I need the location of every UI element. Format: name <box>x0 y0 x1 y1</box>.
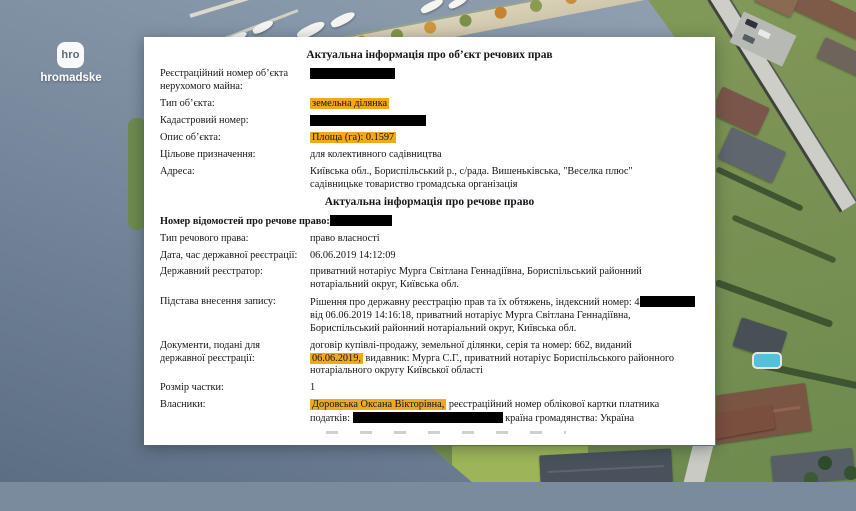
field-label: Кадастровий номер: <box>160 114 249 126</box>
value-text: видавник: Мурга С.Г., приватний нотаріус Бориспільського районного <box>362 352 675 364</box>
value-line <box>310 382 699 395</box>
document-row <box>160 296 699 336</box>
field-value <box>310 250 699 263</box>
field-label: Дата, час державної реєстрації: <box>160 249 298 261</box>
value-line <box>310 365 699 378</box>
value-line <box>310 310 699 323</box>
field-value <box>310 149 699 162</box>
value-text: право власності <box>310 232 380 244</box>
value-text: садівницьке товариство громадська організація <box>310 179 518 191</box>
car <box>758 29 771 40</box>
swimming-pool <box>752 352 782 369</box>
document-row <box>160 149 699 162</box>
field-label: Номер відомостей про речове право: <box>160 215 330 227</box>
value-text: нотаріальний округ, Київська обл. <box>310 279 459 291</box>
value-line <box>310 353 699 366</box>
field-label: Державний реєстратор: <box>160 266 263 278</box>
field-value <box>310 382 699 395</box>
section-title: Актуальна інформація про речове право <box>324 195 535 208</box>
house-roof <box>710 86 770 135</box>
field-label: Підстава внесення запису: <box>160 296 276 308</box>
hromadske-logo-wordmark: hromadske <box>40 72 102 84</box>
document-rows <box>160 49 699 434</box>
redaction-bar <box>353 412 503 423</box>
value-text: від 06.06.2019 14:16:18, приватний нотаріус Мурга Світлана Геннадіївна, <box>310 310 631 322</box>
document-row <box>160 340 699 379</box>
redaction-bar <box>330 215 392 226</box>
highlighted-text: Доровська Оксана Вікторівна, <box>312 399 445 411</box>
value-line <box>310 340 699 353</box>
value-text: країна громадянства: Україна <box>502 413 635 425</box>
section-title: Актуальна інформація про об’єкт речових прав <box>306 49 553 61</box>
car <box>745 18 758 29</box>
document-row <box>160 115 699 129</box>
highlighted-text: земельна ділянка <box>312 97 388 109</box>
field-value <box>310 266 699 292</box>
tree <box>818 456 832 470</box>
field-value <box>310 115 699 129</box>
field-label: Власники: <box>160 399 206 411</box>
document-row <box>160 68 699 94</box>
value-text: Бориспільський районний нотаріальний округ, Київська обл. <box>310 322 577 334</box>
cutoff-text-line <box>326 431 566 434</box>
redaction-bar <box>310 68 395 79</box>
redaction-bar <box>640 296 695 307</box>
document-row <box>160 215 699 229</box>
value-text: нотаріального округу Київської області <box>310 365 483 377</box>
field-value <box>310 68 699 94</box>
property-registry-document <box>144 37 715 445</box>
hedge <box>731 214 836 263</box>
value-text: 1 <box>310 382 316 394</box>
field-value <box>310 399 699 426</box>
house-roof <box>539 449 673 490</box>
document-row <box>160 266 699 292</box>
value-line <box>310 296 699 310</box>
field-value <box>310 132 699 145</box>
value-text: договір купівлі-продажу, земельної ділянки, серія та номер: 662, виданий <box>310 339 632 351</box>
value-line <box>310 132 699 145</box>
house-roof <box>771 448 856 486</box>
field-value <box>310 340 699 379</box>
value-line <box>310 323 699 336</box>
value-line <box>310 115 699 129</box>
field-label: Тип об’єкта: <box>160 97 215 109</box>
field-value <box>310 296 699 336</box>
value-text: 06.06.2019 14:12:09 <box>310 249 396 261</box>
document-row <box>160 166 699 192</box>
field-label: Документи, подані для державної реєстрації: <box>160 339 261 364</box>
field-label: Цільове призначення: <box>160 149 256 161</box>
building-roof <box>816 37 856 85</box>
value-text: приватний нотаріус Мурга Світлана Геннадіївна, Бориспільський районний <box>310 266 642 278</box>
value-line <box>310 149 699 162</box>
document-row <box>160 399 699 426</box>
value-line <box>310 250 699 263</box>
value-line <box>310 279 699 292</box>
value-line <box>310 166 699 179</box>
value-line <box>310 399 699 412</box>
field-label: Адреса: <box>160 166 195 178</box>
field-label: Тип речового права: <box>160 232 249 244</box>
redaction-bar <box>310 115 426 126</box>
document-row <box>160 382 699 395</box>
field-value <box>310 98 699 111</box>
hromadske-logo-icon <box>57 42 84 68</box>
value-line <box>310 266 699 279</box>
value-text: Київська обл., Бориспільський р., с/рада. Вишеньківська, "Веселка плюс" <box>310 166 633 178</box>
hedge <box>715 279 834 328</box>
building-roof <box>793 0 856 40</box>
field-label: Реєстраційний номер об’єкта нерухомого майна: <box>160 68 289 92</box>
document-row <box>160 250 699 263</box>
field-value <box>310 233 699 246</box>
value-line <box>310 98 699 111</box>
document-row <box>160 98 699 111</box>
value-text: для колективного садівництва <box>310 149 442 161</box>
value-line <box>310 179 699 192</box>
document-row <box>160 233 699 246</box>
value-text: податків: <box>310 413 353 425</box>
value-text: реєстраційний номер облікової картки платника <box>446 399 660 411</box>
value-line <box>310 412 699 426</box>
highlighted-text: Площа (га): 0.1597 <box>312 132 395 144</box>
field-label: Розмір частки: <box>160 382 224 394</box>
field-label: Опис об’єкта: <box>160 132 221 144</box>
value-line <box>310 233 699 246</box>
field-value <box>310 166 699 192</box>
building-roof <box>754 0 798 18</box>
value-text: Рішення про державну реєстрацію прав та їх обтяжень, індексний номер: 4 <box>310 297 640 309</box>
highlighted-text: 06.06.2019, <box>312 352 361 364</box>
value-line <box>310 68 699 82</box>
document-row <box>160 132 699 145</box>
logo-short-text: hro <box>61 49 80 61</box>
car <box>742 34 755 45</box>
